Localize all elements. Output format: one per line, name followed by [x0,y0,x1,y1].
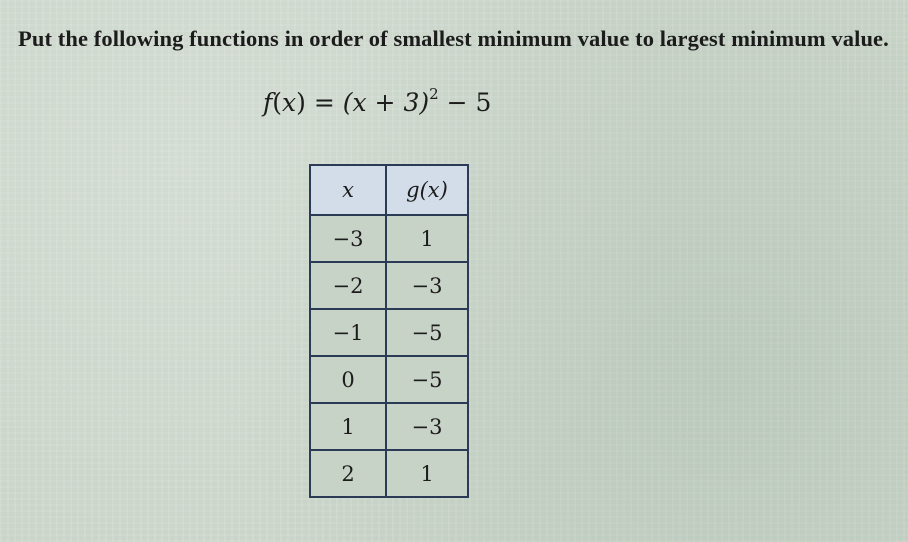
table-row [310,403,468,450]
table-header-row [310,165,468,215]
values-table [309,164,469,498]
table-row [310,450,468,497]
cell-gx: −3 [386,262,468,309]
table-row [310,356,468,403]
header-gx: g(x) [386,165,468,215]
cell-gx: 1 [386,215,468,262]
table-row [310,215,468,262]
cell-gx: −5 [386,309,468,356]
function-exponent: 2 [429,85,439,103]
header-x: x [310,165,386,215]
function-base: (x + 3) [342,88,430,117]
question-prompt: Put the following functions in order of smallest minimum value to largest minimum value. [18,26,889,51]
table-row [310,262,468,309]
cell-x: −3 [310,215,386,262]
function-constant: − 5 [438,88,492,117]
function-name: f [263,88,273,117]
cell-gx: −5 [386,356,468,403]
cell-x: −2 [310,262,386,309]
cell-gx: −3 [386,403,468,450]
cell-x: −1 [310,309,386,356]
cell-x: 2 [310,450,386,497]
cell-gx: 1 [386,450,468,497]
values-table-container [309,164,469,498]
cell-x: 0 [310,356,386,403]
table-row [310,309,468,356]
function-variable: x [282,88,297,117]
cell-x: 1 [310,403,386,450]
function-equation: $f(x) = (x + 3)^2 - 5$ [263,85,492,117]
